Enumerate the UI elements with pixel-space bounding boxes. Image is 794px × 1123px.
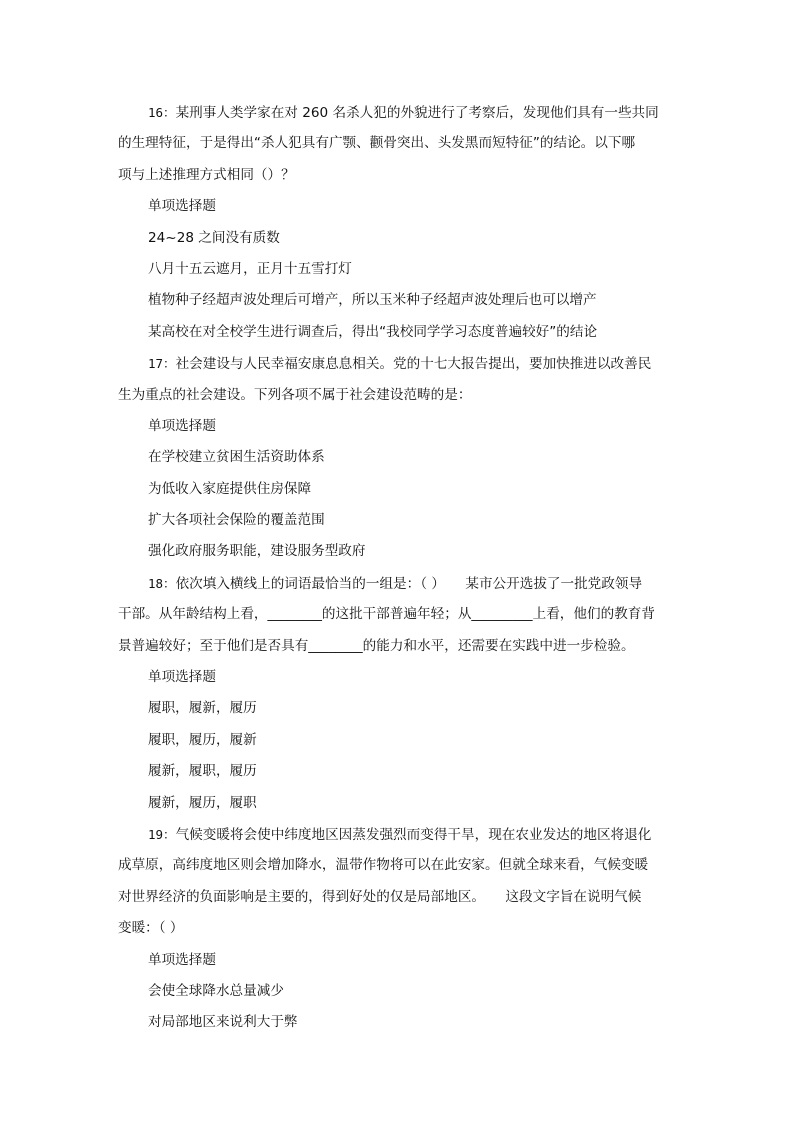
document-page	[118, 97, 678, 1039]
question-number: 18：	[148, 575, 176, 591]
answer-option: 某高校在对全校学生进行调查后，得出“我校同学学习态度普遍较好”的结论	[148, 323, 598, 340]
answer-option: 强化政府服务职能，建设服务型政府	[148, 543, 366, 560]
question-type: 单项选择题	[148, 198, 216, 215]
answer-option: 在学校建立贫困生活资助体系	[148, 449, 325, 466]
question-stem-line: 成草原，高纬度地区则会增加降水，温带作物将可以在此安家。但就全球来看，气候变暖	[118, 857, 649, 874]
question-number: 16：	[148, 105, 176, 120]
question-number: 17：	[148, 356, 176, 372]
question-stem-line: 干部。从年龄结构上看，________的这批干部普遍年轻；从_________上看，他们的教育背	[118, 606, 655, 623]
question-stem-line: 项与上述推理方式相同（）？	[118, 166, 295, 183]
question-stem-text: 某刑事人类学家在对 260 名杀人犯的外貌进行了考察后，发现他们具有一些共同	[175, 105, 659, 121]
question-stem-text: 依次填入横线上的词语最恰当的一组是：（ ） 某市公开选拔了一批党政领导	[175, 575, 643, 592]
question-stem-line: 的生理特征，于是得出“杀人犯具有广颚、颧骨突出、头发黑而短特征”的结论。以下哪	[118, 135, 636, 152]
question-stem-text: 社会建设与人民幸福安康息息相关。党的十七大报告提出，要加快推进以改善民	[175, 356, 652, 373]
answer-option: 履新，履历，履职	[148, 794, 257, 811]
question-number: 19：	[148, 826, 176, 842]
question-stem-line: 生为重点的社会建设。下列各项不属于社会建设范畴的是：	[118, 386, 472, 403]
question-stem-first-line	[118, 97, 678, 128]
answer-option: 履职，履新，履历	[148, 700, 257, 717]
answer-option: 植物种子经超声波处理后可增产，所以玉米种子经超声波处理后也可以增产	[148, 292, 597, 309]
answer-option: 对局部地区来说利大于弊	[148, 1014, 298, 1031]
answer-option: 履新，履职，履历	[148, 763, 257, 780]
question-type: 单项选择题	[148, 417, 216, 434]
question-stem-first-line	[118, 348, 678, 379]
question-type: 单项选择题	[148, 669, 216, 686]
answer-option: 会使全球降水总量减少	[148, 982, 284, 999]
question-stem-first-line	[118, 819, 678, 850]
question-stem-line: 景普遍较好；至于他们是否具有________的能力和水平，还需要在实践中进一步检验。	[118, 637, 635, 654]
answer-option: 履职，履历，履新	[148, 731, 257, 748]
question-stem-first-line	[118, 568, 678, 599]
question-stem-text: 气候变暖将会使中纬度地区因蒸发强烈而变得干旱，现在农业发达的地区将退化	[175, 826, 652, 843]
answer-option: 24~28 之间没有质数	[148, 229, 280, 246]
answer-option: 扩大各项社会保险的覆盖范围	[148, 512, 325, 529]
question-stem-line: 对世界经济的负面影响是主要的，得到好处的仅是局部地区。 这段文字旨在说明气候	[118, 888, 642, 905]
question-type: 单项选择题	[148, 951, 216, 968]
answer-option: 为低收入家庭提供住房保障	[148, 480, 312, 497]
question-stem-line: 变暖：（ ）	[118, 920, 184, 937]
answer-option: 八月十五云遮月，正月十五雪打灯	[148, 260, 352, 277]
